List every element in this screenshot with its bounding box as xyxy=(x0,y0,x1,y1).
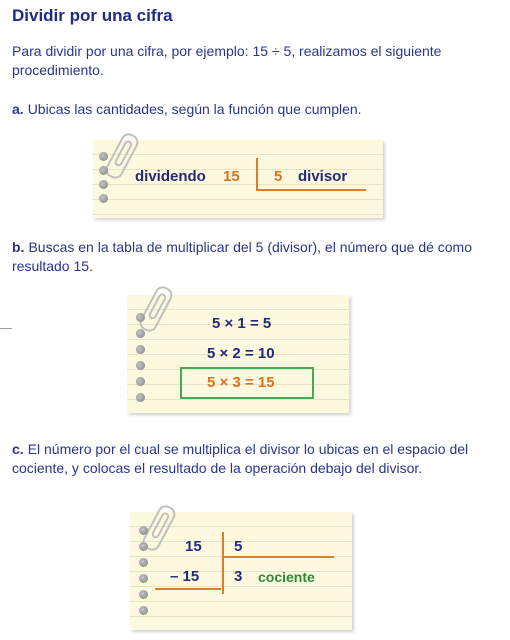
margin-tick xyxy=(0,328,12,329)
binder-hole-icon xyxy=(136,393,145,402)
divisor-label: divisor xyxy=(298,168,348,185)
multiplication-row-highlighted: 5 × 3 = 15 xyxy=(207,374,275,391)
binder-hole-icon xyxy=(99,194,108,203)
binder-hole-icon xyxy=(99,152,108,161)
notepad-card-b xyxy=(127,295,349,413)
multiplication-row: 5 × 2 = 10 xyxy=(207,345,275,362)
quotient-label: cociente xyxy=(258,569,315,585)
binder-hole-icon xyxy=(136,345,145,354)
binder-hole-icon xyxy=(139,590,148,599)
notepad-card-a xyxy=(93,140,383,218)
division-bar-horizontal xyxy=(222,556,334,558)
subtraction-line xyxy=(155,588,221,590)
subtraction-value: – 15 xyxy=(170,568,200,585)
binder-hole-icon xyxy=(136,361,145,370)
dividend-value: 15 xyxy=(185,538,202,555)
step-b xyxy=(12,238,482,276)
step-c xyxy=(12,440,482,478)
binder-hole-icon xyxy=(139,574,148,583)
step-letter: c. xyxy=(12,441,24,457)
binder-hole-icon xyxy=(99,166,108,175)
binder-hole-icon xyxy=(136,377,145,386)
step-text: Buscas en la tabla de multiplicar del 5 (divisor), el número que dé como resultado 15. xyxy=(12,239,473,274)
division-bar-horizontal xyxy=(256,189,366,191)
binder-hole-icon xyxy=(139,558,148,567)
step-text: Ubicas las cantidades, según la función que cumplen. xyxy=(27,101,362,117)
paperclip-icon xyxy=(137,284,175,335)
dividend-value: 15 xyxy=(223,168,240,185)
divisor-value: 5 xyxy=(274,168,283,185)
division-bar-vertical xyxy=(222,532,224,594)
intro-paragraph: Para dividir por una cifra, por ejemplo: 15 ÷ 5, realizamos el siguiente procedimiento. xyxy=(12,43,442,78)
step-letter: a. xyxy=(12,101,24,117)
notepad-card-c xyxy=(130,512,352,630)
multiplication-row: 5 × 1 = 5 xyxy=(212,315,272,332)
page-title: Dividir por una cifra xyxy=(12,6,173,25)
binder-hole-icon xyxy=(139,606,148,615)
binder-hole-icon xyxy=(136,313,145,322)
divisor-value: 5 xyxy=(234,538,243,555)
division-bar-vertical xyxy=(256,158,258,190)
step-text: El número por el cual se multiplica el divisor lo ubicas en el espacio del cociente, y colocas el resultado de la operación debajo del divisor. xyxy=(12,441,469,476)
binder-hole-icon xyxy=(136,329,145,338)
step-a xyxy=(12,100,482,119)
binder-hole-icon xyxy=(99,180,108,189)
step-letter: b. xyxy=(12,239,25,255)
quotient-value: 3 xyxy=(234,568,243,585)
binder-hole-icon xyxy=(139,526,148,535)
binder-hole-icon xyxy=(139,542,148,551)
dividend-label: dividendo xyxy=(135,168,206,185)
